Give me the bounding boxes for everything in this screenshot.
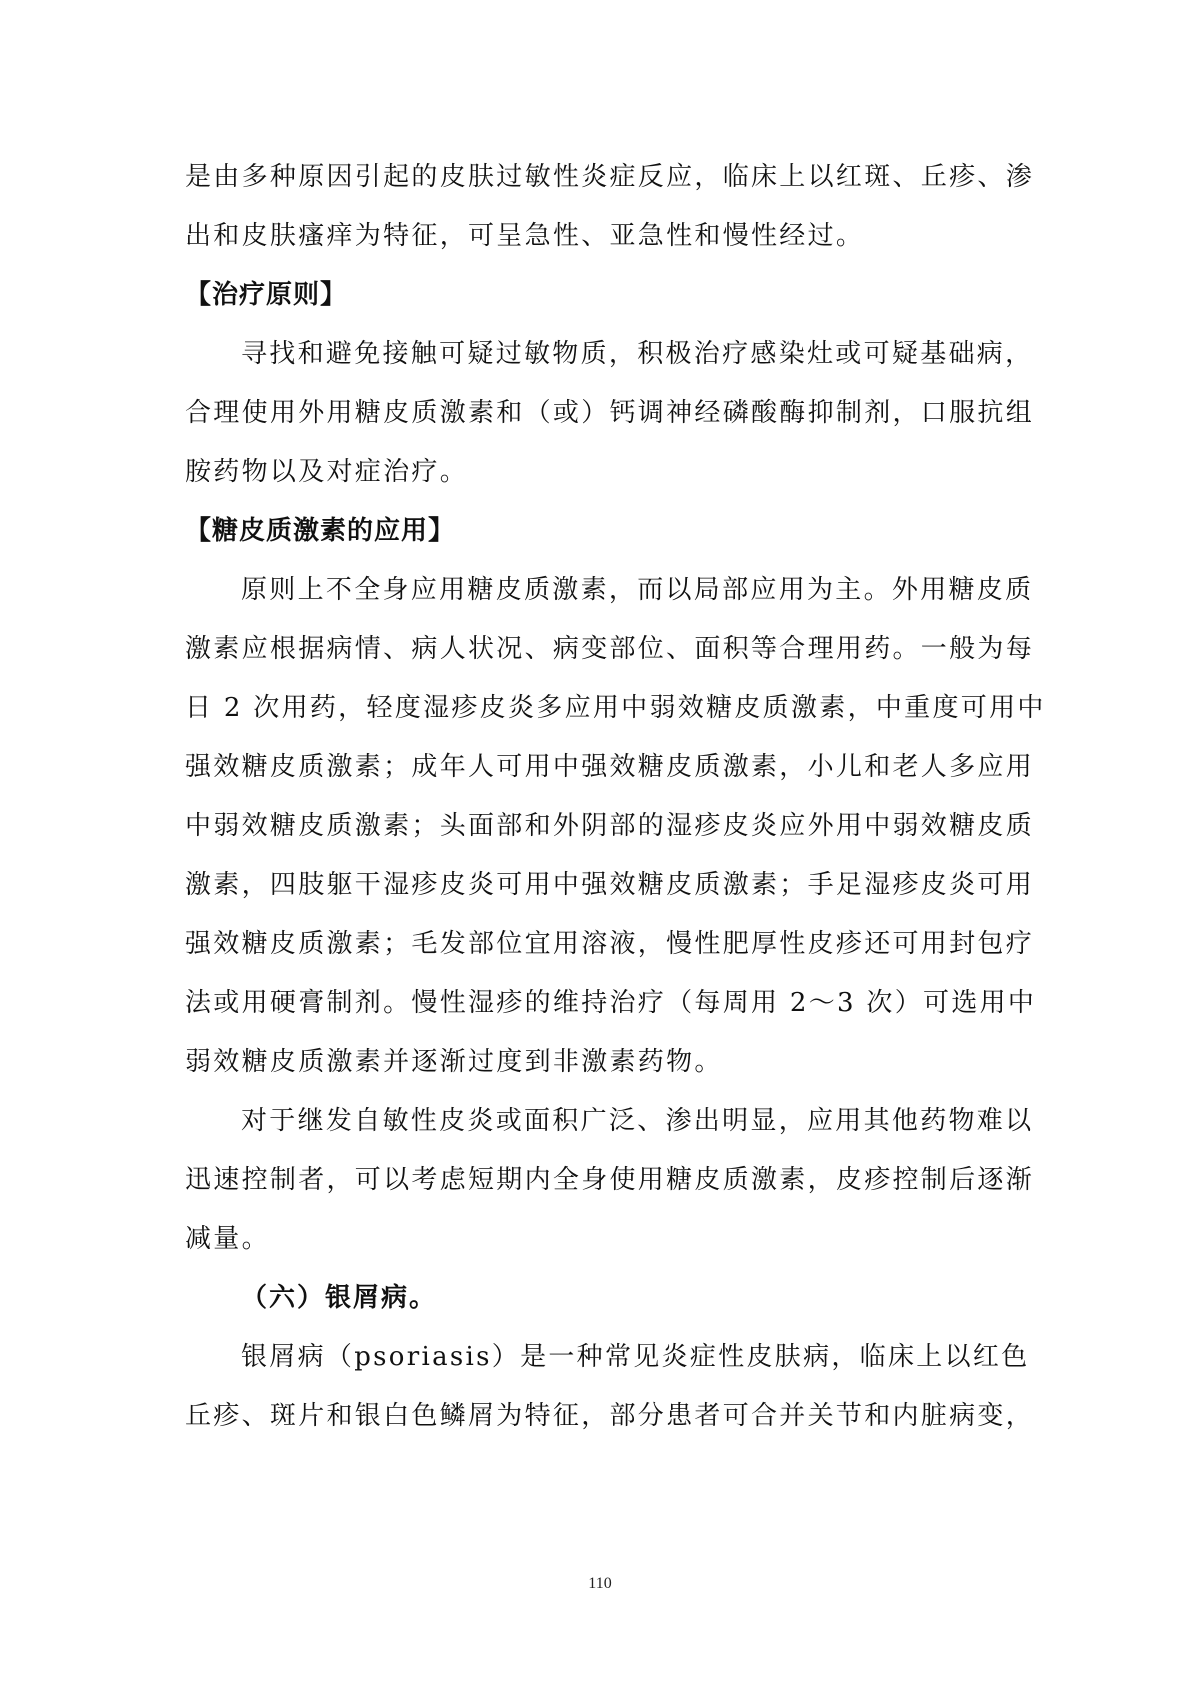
section-heading-treatment: 【治疗原则】 <box>185 280 348 310</box>
paragraph-line: 中弱效糖皮质激素；头面部和外阴部的湿疹皮炎应外用中弱效糖皮质 <box>185 811 1035 841</box>
paragraph-line: 强效糖皮质激素；成年人可用中强效糖皮质激素，小儿和老人多应用 <box>185 752 1035 782</box>
paragraph-line: 激素，四肢躯干湿疹皮炎可用中强效糖皮质激素；手足湿疹皮炎可用 <box>185 870 1035 900</box>
paragraph-line: 丘疹、斑片和银白色鳞屑为特征，部分患者可合并关节和内脏病变， <box>185 1401 1035 1431</box>
paragraph-line: 激素应根据病情、病人状况、病变部位、面积等合理用药。一般为每 <box>185 634 1035 664</box>
paragraph-line: 日 2 次用药，轻度湿疹皮炎多应用中弱效糖皮质激素，中重度可用中 <box>185 693 1046 723</box>
paragraph-line: 迅速控制者，可以考虑短期内全身使用糖皮质激素，皮疹控制后逐渐 <box>185 1165 1035 1195</box>
paragraph-line: 合理使用外用糖皮质激素和（或）钙调神经磷酸酶抑制剂，口服抗组 <box>185 398 1035 428</box>
paragraph-line: 胺药物以及对症治疗。 <box>185 457 469 487</box>
paragraph-line: 寻找和避免接触可疑过敏物质，积极治疗感染灶或可疑基础病， <box>241 339 1034 369</box>
paragraph-line: 银屑病（psoriasis）是一种常见炎症性皮肤病，临床上以红色 <box>241 1342 1030 1372</box>
paragraph-line: 强效糖皮质激素；毛发部位宜用溶液，慢性肥厚性皮疹还可用封包疗 <box>185 929 1035 959</box>
paragraph-line: 对于继发自敏性皮炎或面积广泛、渗出明显，应用其他药物难以 <box>241 1106 1034 1136</box>
section-heading-steroid: 【糖皮质激素的应用】 <box>185 516 456 546</box>
paragraph-line: 出和皮肤瘙痒为特征，可呈急性、亚急性和慢性经过。 <box>185 221 865 251</box>
paragraph-line: 是由多种原因引起的皮肤过敏性炎症反应，临床上以红斑、丘疹、渗 <box>185 162 1035 192</box>
paragraph-line: 弱效糖皮质激素并逐渐过度到非激素药物。 <box>185 1047 723 1077</box>
page-number: 110 <box>588 1575 612 1592</box>
paragraph-line: 法或用硬膏制剂。慢性湿疹的维持治疗（每周用 2～3 次）可选用中 <box>185 988 1037 1018</box>
section-heading-psoriasis: （六）银屑病。 <box>241 1283 438 1313</box>
paragraph-line: 原则上不全身应用糖皮质激素，而以局部应用为主。外用糖皮质 <box>241 575 1034 605</box>
paragraph-line: 减量。 <box>185 1224 270 1254</box>
